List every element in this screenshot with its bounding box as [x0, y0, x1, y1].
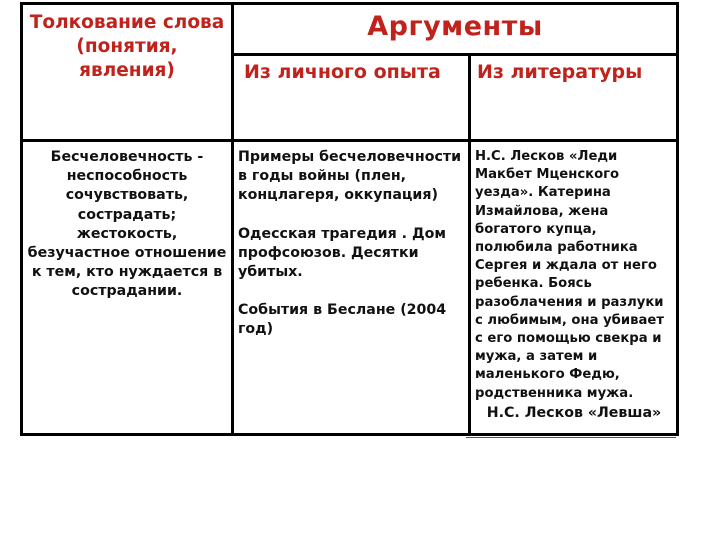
header-personal-experience: Из личного опыта [244, 61, 441, 83]
header-literature-cell [471, 56, 676, 139]
personal-example-beslan: События в Беслане (2004 год) [238, 302, 447, 338]
header-interpretation: Толкование слова (понятия, явления) [29, 12, 225, 81]
table-bottom-line [466, 437, 676, 438]
arguments-table [20, 2, 679, 436]
personal-example-odessa: Одесская трагедия . Дом профсоюзов. Десятки убитых. [238, 225, 446, 281]
literature-example-levsha: Н.С. Лесков «Левша» [486, 404, 662, 421]
definition-cell [23, 142, 231, 433]
header-personal-cell [234, 56, 468, 139]
header-literature: Из литературы [477, 61, 643, 83]
personal-experience-list [234, 142, 468, 340]
literature-example-macbeth: Н.С. Лесков «Леди Макбет Мценского уезда». Катерина Измайлова, жена богатого купца, полюбила работника Сергея и ждала от него ребенка. Боясь разоблачения и разлуки с любимым, она убивает с его помощью свекра и мужа, а затем и маленького Федю, родственника мужа. [475, 149, 664, 401]
literature-cell [471, 142, 676, 433]
header-arguments: Аргументы [367, 11, 543, 42]
definition-text: Бесчеловечность - неспособность сочувствовать, сострадать; жестокость, безучастное отношение к тем, кто нуждается в сострадании. [27, 149, 227, 300]
header-interpretation-cell [23, 5, 231, 139]
literature-text [471, 142, 676, 422]
personal-experience-cell [234, 142, 468, 433]
header-arguments-cell [234, 5, 676, 53]
personal-example-war: Примеры бесчеловечности в годы войны (плен, концлагеря, оккупация) [238, 149, 462, 204]
